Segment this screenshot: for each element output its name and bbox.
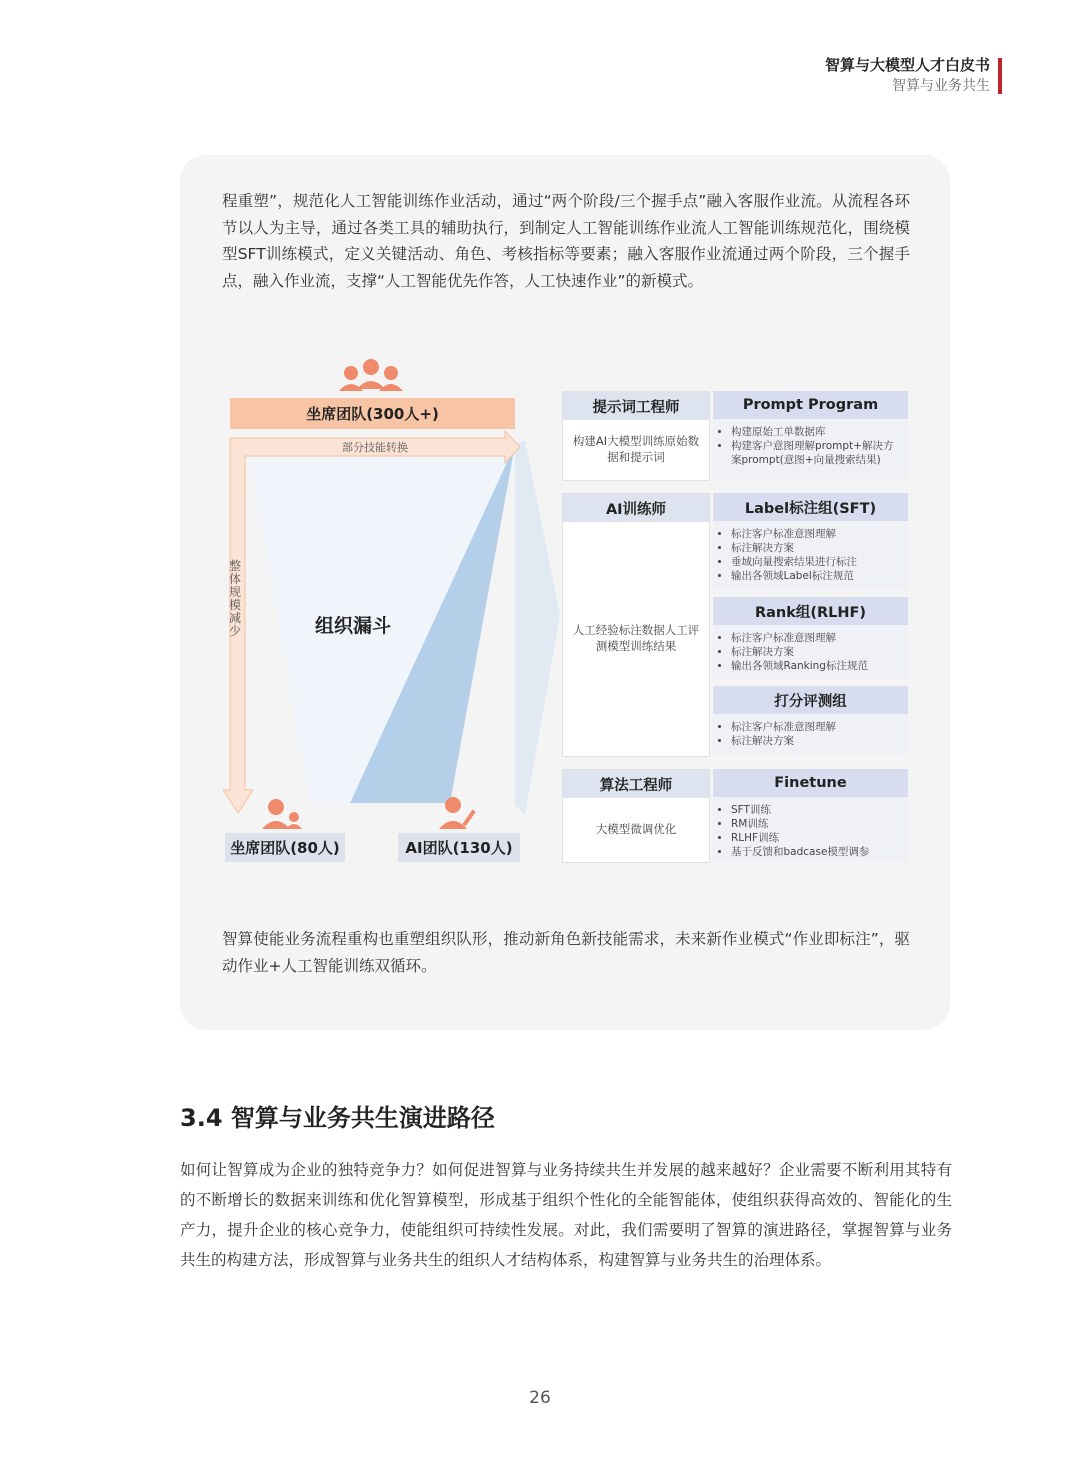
task-title: Rank组(RLHF) bbox=[713, 597, 908, 625]
task-item: • 输出各领域Ranking标注规范 bbox=[731, 659, 902, 673]
agent-headset-icon bbox=[260, 797, 310, 831]
team-people-icon bbox=[335, 353, 407, 393]
role-title: AI训练师 bbox=[563, 494, 709, 522]
task-rank-rlhf bbox=[713, 597, 908, 679]
page-header bbox=[825, 54, 990, 96]
task-item: • 构建原始工单数据库 bbox=[731, 425, 902, 439]
task-item: • 标注解决方案 bbox=[731, 734, 902, 748]
role-title: 提示词工程师 bbox=[563, 392, 709, 420]
role-algorithm-engineer bbox=[562, 769, 710, 863]
flow-arrow bbox=[515, 440, 560, 815]
section-body: 如何让智算成为企业的独特竞争力？如何促进智算与业务持续共生并发展的越来越好？企业需要不断利用其特有的不断增长的数据来训练和优化智算模型，形成基于组织个性化的全能智能体，使组织获得高效的、智能化的生产力，提升企业的核心竞争力，使能组织可持续性发展。对此，我们需要明了智算的演进路径，掌握智算与业务共生的构建方法，形成智算与业务共生的组织人才结构体系，构建智算与业务共生的治理体系。 bbox=[180, 1161, 952, 1269]
ai-engineer-icon bbox=[435, 795, 485, 831]
task-item: • 垂域向量搜索结果进行标注 bbox=[731, 555, 902, 569]
task-prompt-program bbox=[713, 391, 908, 479]
task-finetune bbox=[713, 769, 908, 861]
task-title: Finetune bbox=[713, 769, 908, 797]
task-item: • 构建客户意图理解prompt+解决方案prompt(意图+向量搜索结果) bbox=[731, 439, 902, 467]
closing-paragraph: 智算使能业务流程重构也重塑组织队形，推动新角色新技能需求，未来新作业模式“作业即标注”，驱动作业+人工智能训练双循环。 bbox=[222, 930, 910, 975]
task-item: • 标注客户标准意图理解 bbox=[731, 720, 902, 734]
task-item: • 标注客户标准意图理解 bbox=[731, 527, 902, 541]
funnel-label: 组织漏斗 bbox=[315, 615, 392, 637]
task-item: • 输出各领域Label标注规范 bbox=[731, 569, 902, 583]
task-item: • RLHF训练 bbox=[731, 831, 902, 845]
task-items bbox=[713, 419, 908, 467]
header-title: 智算与大模型人才白皮书 bbox=[824, 56, 990, 74]
task-score-eval bbox=[713, 686, 908, 755]
role-desc: 大模型微调优化 bbox=[595, 822, 677, 836]
role-title: 算法工程师 bbox=[563, 770, 709, 798]
header-accent-bar bbox=[998, 58, 1002, 94]
top-team-label: 坐席团队(300人+) bbox=[230, 398, 515, 429]
role-ai-trainer bbox=[562, 493, 710, 757]
task-item: • 标注解决方案 bbox=[731, 541, 902, 555]
scale-reduce-label: 整体规模减少 bbox=[228, 559, 241, 638]
bottom-team-left-label: 坐席团队(80人) bbox=[225, 833, 345, 862]
task-item: • SFT训练 bbox=[731, 803, 902, 817]
task-item: • RM训练 bbox=[731, 817, 902, 831]
task-title: Prompt Program bbox=[713, 391, 908, 419]
task-label-sft bbox=[713, 493, 908, 589]
section-title: 3.4 智算与业务共生演进路径 bbox=[180, 1104, 495, 1132]
role-desc: 构建AI大模型训练原始数据和提示词 bbox=[572, 434, 700, 464]
task-item: • 基于反馈和badcase模型调参 bbox=[731, 845, 902, 859]
intro-paragraph: 程重塑”，规范化人工智能训练作业活动，通过“两个阶段/三个握手点”融入客服作业流。从流程各环节以人为主导，通过各类工具的辅助执行，到制定人工智能训练作业流人工智能训练规范化，围绕模型SFT训练模式，定义关键活动、角色、考核指标等要素；融入客服作业流通过两个阶段，三个握手点，融入作业流，支撑“人工智能优先作答，人工快速作业”的新模式。 bbox=[222, 192, 910, 290]
task-items bbox=[713, 797, 908, 859]
role-prompt-engineer bbox=[562, 391, 710, 481]
task-title: 打分评测组 bbox=[713, 686, 908, 714]
task-item: • 标注解决方案 bbox=[731, 645, 902, 659]
org-funnel-diagram bbox=[215, 345, 915, 875]
bottom-team-right-label: AI团队(130人) bbox=[398, 833, 520, 862]
task-items bbox=[713, 625, 908, 673]
task-items bbox=[713, 521, 908, 583]
header-subtitle: 智算与业务共生 bbox=[892, 78, 990, 94]
task-items bbox=[713, 714, 908, 748]
task-item: • 标注客户标准意图理解 bbox=[731, 631, 902, 645]
role-desc: 人工经验标注数据人工评测模型训练结果 bbox=[572, 623, 700, 653]
skill-transfer-label: 部分技能转换 bbox=[342, 441, 408, 454]
task-title: Label标注组(SFT) bbox=[713, 493, 908, 521]
page-number: 26 bbox=[529, 1388, 551, 1408]
